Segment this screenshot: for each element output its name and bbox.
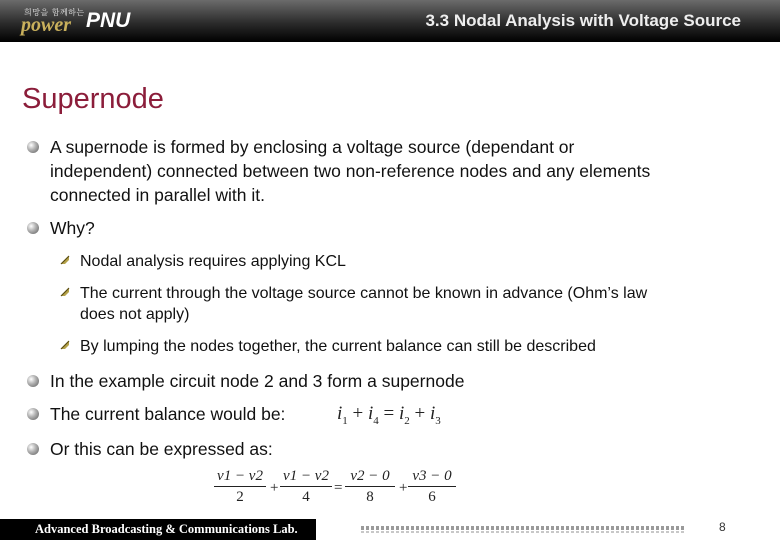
bullet-icon — [27, 408, 39, 420]
eq-symbol: i — [430, 403, 436, 424]
subbullet-kcl — [80, 251, 346, 272]
bullet-text: In the example circuit node 2 and 3 form a supernode — [50, 371, 465, 391]
subbullet-line: The current through the voltage source cannot be known in advance (Ohm’s law — [80, 285, 648, 302]
arrow-bullet-icon — [60, 340, 70, 350]
bullet-expressed-as — [50, 437, 273, 461]
bullet-text: The current balance would be: — [50, 404, 286, 424]
slide-title: Supernode — [22, 83, 164, 115]
eq-symbol: i — [337, 403, 343, 424]
eq-symbol: i — [368, 403, 374, 424]
eq-operator: = — [334, 480, 343, 496]
bullet-why — [50, 216, 95, 240]
bullet-line: connected in parallel with it. — [50, 185, 265, 205]
footer-divider — [361, 526, 686, 530]
bullet-text: Why? — [50, 218, 95, 238]
bullet-line: independent) connected between two non-reference nodes and any elements — [50, 161, 651, 181]
fraction-denominator: 8 — [366, 489, 374, 505]
fraction-numerator: v1 − v2 — [214, 466, 266, 487]
fraction-denominator: 2 — [236, 489, 244, 505]
eq-operator: + — [414, 403, 426, 424]
logo-pnu: PNU — [86, 9, 131, 32]
footer-lab-name: Advanced Broadcasting & Communications Lab. — [35, 522, 298, 536]
footer-divider — [361, 531, 686, 533]
fraction-term — [214, 466, 266, 507]
eq-subscript: 4 — [373, 414, 379, 427]
fraction-denominator: 6 — [428, 489, 436, 505]
fraction-numerator: v3 − 0 — [408, 466, 456, 487]
bullet-icon — [27, 375, 39, 387]
eq-subscript: 3 — [435, 414, 441, 427]
bullet-icon — [27, 443, 39, 455]
fraction-numerator: v2 − 0 — [345, 466, 395, 487]
eq-subscript: 2 — [404, 414, 410, 427]
fraction-term — [408, 466, 456, 507]
subbullet-current-unknown — [80, 283, 647, 325]
bullet-icon — [27, 141, 39, 153]
fraction-numerator: v1 − v2 — [280, 466, 332, 487]
logo-power: power — [21, 14, 71, 36]
fraction-term — [345, 466, 395, 507]
logo-tagline: 희망을 함께하는 — [24, 8, 85, 17]
eq-operator: = — [383, 403, 395, 424]
section-title: 3.3 Nodal Analysis with Voltage Source — [425, 11, 741, 30]
bullet-current-balance — [50, 402, 285, 426]
bullet-text: Or this can be expressed as: — [50, 439, 273, 459]
fraction-term — [280, 466, 332, 507]
eq-operator: + — [352, 403, 364, 424]
arrow-bullet-icon — [60, 255, 70, 265]
subbullet-lumping — [80, 336, 596, 357]
bullet-example-supernode — [50, 369, 464, 393]
fraction-denominator: 4 — [302, 489, 310, 505]
eq-operator: + — [270, 480, 279, 496]
bullet-supernode-definition — [50, 135, 650, 207]
header-bar — [0, 0, 780, 42]
arrow-bullet-icon — [60, 287, 70, 297]
subbullet-line: does not apply) — [80, 306, 190, 323]
page-number: 8 — [719, 520, 726, 534]
current-balance-equation — [337, 403, 441, 427]
bullet-icon — [27, 222, 39, 234]
subbullet-line: By lumping the nodes together, the current balance can still be described — [80, 338, 596, 355]
bullet-line: A supernode is formed by enclosing a voltage source (dependant or — [50, 137, 575, 157]
eq-subscript: 1 — [342, 414, 348, 427]
eq-operator: + — [399, 480, 408, 496]
eq-symbol: i — [399, 403, 405, 424]
subbullet-line: Nodal analysis requires applying KCL — [80, 253, 346, 270]
